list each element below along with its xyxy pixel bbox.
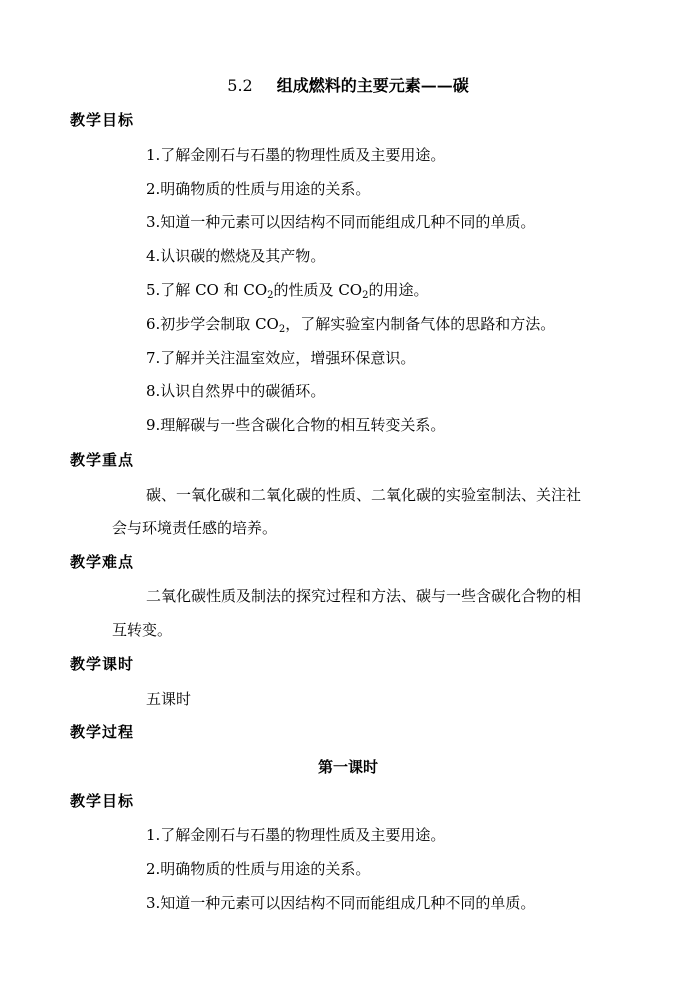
goal-item-4: 4.认识碳的燃烧及其产物。 xyxy=(146,247,326,265)
lesson-title: 第一课时 xyxy=(317,758,378,776)
goal-item-3: 3.知道一种元素可以因结构不同而能组成几种不同的单质。 xyxy=(146,213,536,231)
difficulties-heading: 教学难点 xyxy=(70,553,135,571)
section-number: 5.2 xyxy=(227,76,253,95)
difficulties-line-2: 互转变。 xyxy=(112,621,173,639)
goal-item-8: 8.认识自然界中的碳循环。 xyxy=(146,382,326,400)
lesson-goal-item-2: 2.明确物质的性质与用途的关系。 xyxy=(146,860,371,878)
goal-item-7: 7.了解并关注温室效应，增强环保意识。 xyxy=(146,349,416,367)
goal-item-5: 5.了解 CO 和 $CO_2$的性质及 $CO_2$的用途。 xyxy=(146,281,429,301)
goal-item-2: 2.明确物质的性质与用途的关系。 xyxy=(146,180,371,198)
goal-item-1: 1.了解金刚石与石墨的物理性质及主要用途。 xyxy=(146,146,446,164)
goal-item-6: 6.初步学会制取 $CO_2$，了解实验室内制备气体的思路和方法。 xyxy=(146,315,556,335)
title-text: 组成燃料的主要元素——碳 xyxy=(276,76,469,95)
lesson-goal-item-1: 1.了解金刚石与石墨的物理性质及主要用途。 xyxy=(146,826,446,844)
lesson-goal-item-3: 3.知道一种元素可以因结构不同而能组成几种不同的单质。 xyxy=(146,894,536,912)
key-points-line-2: 会与环境责任感的培养。 xyxy=(112,519,278,537)
teaching-process-heading: 教学过程 xyxy=(70,723,135,741)
key-points-heading: 教学重点 xyxy=(70,451,135,469)
difficulties-line-1: 二氧化碳性质及制法的探究过程和方法、碳与一些含碳化合物的相 xyxy=(146,587,582,605)
goals-heading: 教学目标 xyxy=(70,111,135,129)
document-title xyxy=(0,76,696,96)
lesson-goals-heading: 教学目标 xyxy=(70,792,135,810)
class-hours-heading: 教学课时 xyxy=(70,655,135,673)
key-points-line-1: 碳、一氧化碳和二氧化碳的性质、二氧化碳的实验室制法、关注社 xyxy=(146,486,582,504)
goal-item-9: 9.理解碳与一些含碳化合物的相互转变关系。 xyxy=(146,416,446,434)
class-hours-text: 五课时 xyxy=(146,690,192,708)
